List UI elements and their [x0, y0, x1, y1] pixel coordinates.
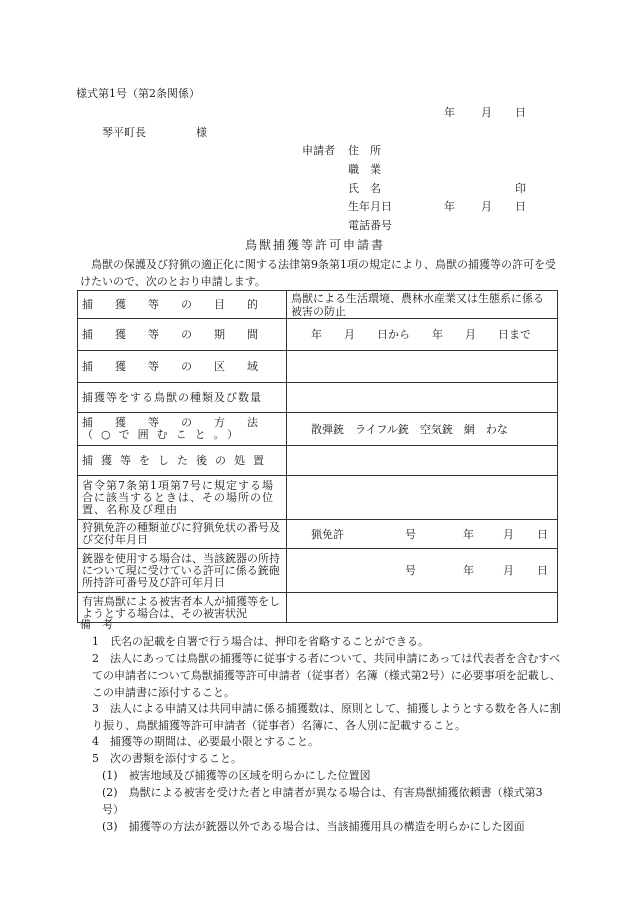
row-label: 省令第7条第1項第7号に規定する場合に該当するときは、その場所の位置、名称及び理由	[78, 476, 287, 520]
application-table	[77, 290, 558, 623]
document-title: 鳥獣捕獲等許可申請書	[244, 238, 385, 252]
table-row	[78, 351, 558, 383]
row-label: 捕獲等の区域	[78, 351, 287, 383]
license-day: 日	[537, 528, 548, 541]
row-value: 鳥獣による生活環境、農林水産業又は生態系に係る被害の防止	[287, 291, 558, 319]
note-item: 5 次の書類を添付すること。	[92, 752, 242, 765]
date-month: 月	[481, 106, 492, 119]
table-row	[78, 413, 558, 446]
applicant-name-label: 氏 名	[348, 182, 381, 195]
applicant-occupation-label: 職 業	[348, 163, 381, 176]
birth-month: 月	[481, 200, 492, 213]
row-value	[287, 446, 558, 476]
notes-heading: 備 考	[80, 618, 113, 631]
row-value: 散弾銃 ライフル銃 空気銃 網 わな	[287, 413, 558, 446]
addressee-honorific: 様	[196, 126, 207, 139]
license-no: 号	[405, 528, 416, 541]
date-year: 年	[444, 106, 455, 119]
note-item: 3 法人による申請又は共同申請に係る捕獲数は、原則として、捕獲しようとする数を各人に割り振り、鳥獣捕獲等許可申請者（従事者）名簿に、各人別に記載すること。	[92, 702, 561, 732]
birth-day: 日	[515, 200, 526, 213]
row-label: 狩猟免許の種類並びに狩猟免状の番号及び交付年月日	[78, 520, 287, 549]
license-month: 月	[503, 528, 514, 541]
intro-text: 鳥獣の保護及び狩猟の適正化に関する法律第9条第1項の規定により、鳥獣の捕獲等の許可を受けたいので、次のとおり申請します。	[80, 258, 556, 288]
table-row	[78, 319, 558, 351]
row-value	[287, 520, 558, 549]
applicant-address-label: 住 所	[348, 144, 381, 157]
note-item: 4 捕獲等の期間は、必要最小限とすること。	[92, 735, 319, 748]
applicant-birth-label: 生年月日	[348, 200, 392, 213]
sub-note-item: (3) 捕獲等の方法が銃器以外である場合は、当該捕獲用具の構造を明らかにした図面	[102, 820, 525, 833]
table-row	[78, 383, 558, 413]
date-day: 日	[515, 106, 526, 119]
gun-permit-month: 月	[503, 564, 514, 577]
row-label: 捕獲等をする鳥獣の種類及び数量	[78, 383, 287, 413]
table-row	[78, 476, 558, 520]
table-row	[78, 593, 558, 623]
row-label: 捕獲等をした後の処置	[78, 446, 287, 476]
row-label-line1: 捕獲等の方法	[82, 416, 280, 429]
sub-note-item: (1) 被害地域及び捕獲等の区域を明らかにした位置図	[102, 769, 371, 782]
row-value	[287, 383, 558, 413]
seal-mark: 印	[515, 182, 526, 195]
note-item: 1 氏名の記載を自署で行う場合は、押印を省略することができる。	[92, 635, 429, 648]
gun-permit-year: 年	[463, 564, 474, 577]
addressee-name: 琴平町長	[102, 126, 146, 139]
gun-permit-no: 号	[405, 564, 416, 577]
birth-year: 年	[444, 200, 455, 213]
note-item: 2 法人にあっては鳥獣の捕獲等に従事する者について、共同申請にあっては代表者を含むすべての申請者について鳥獣捕獲等許可申請者（従事者）名簿（様式第2号）に必要事項を記載し、この申請書に添付すること。	[92, 652, 561, 699]
row-value	[287, 593, 558, 623]
table-row	[78, 291, 558, 319]
row-value	[287, 476, 558, 520]
row-label: 有害鳥獣による被害者本人が捕獲等をしようとする場合は、その被害状況	[78, 593, 287, 623]
table-row	[78, 446, 558, 476]
sub-note-item: (2) 鳥獣による被害を受けた者と申請者が異なる場合は、有害鳥獣捕獲依頼書（様式第3号）	[102, 786, 543, 816]
row-label	[78, 413, 287, 446]
row-value: 年 月 日から 年 月 日まで	[287, 319, 558, 351]
applicant-phone-label: 電話番号	[348, 219, 392, 232]
gun-permit-day: 日	[537, 564, 548, 577]
row-label: 捕獲等の目的	[78, 291, 287, 319]
license-year: 年	[463, 528, 474, 541]
row-label: 捕獲等の期間	[78, 319, 287, 351]
row-value	[287, 351, 558, 383]
applicant-label: 申請者	[302, 144, 335, 157]
table-row	[78, 549, 558, 593]
row-value	[287, 549, 558, 593]
row-label-line2: （○で囲むこと。）	[82, 428, 247, 441]
row-label: 銃器を使用する場合は、当該銃器の所持について現に受けている許可に係る銃砲所持許可番号及び許可年月日	[78, 549, 287, 593]
form-number: 様式第1号（第2条関係）	[76, 87, 200, 100]
table-row	[78, 520, 558, 549]
license-prefix: 猟免許	[311, 528, 344, 541]
